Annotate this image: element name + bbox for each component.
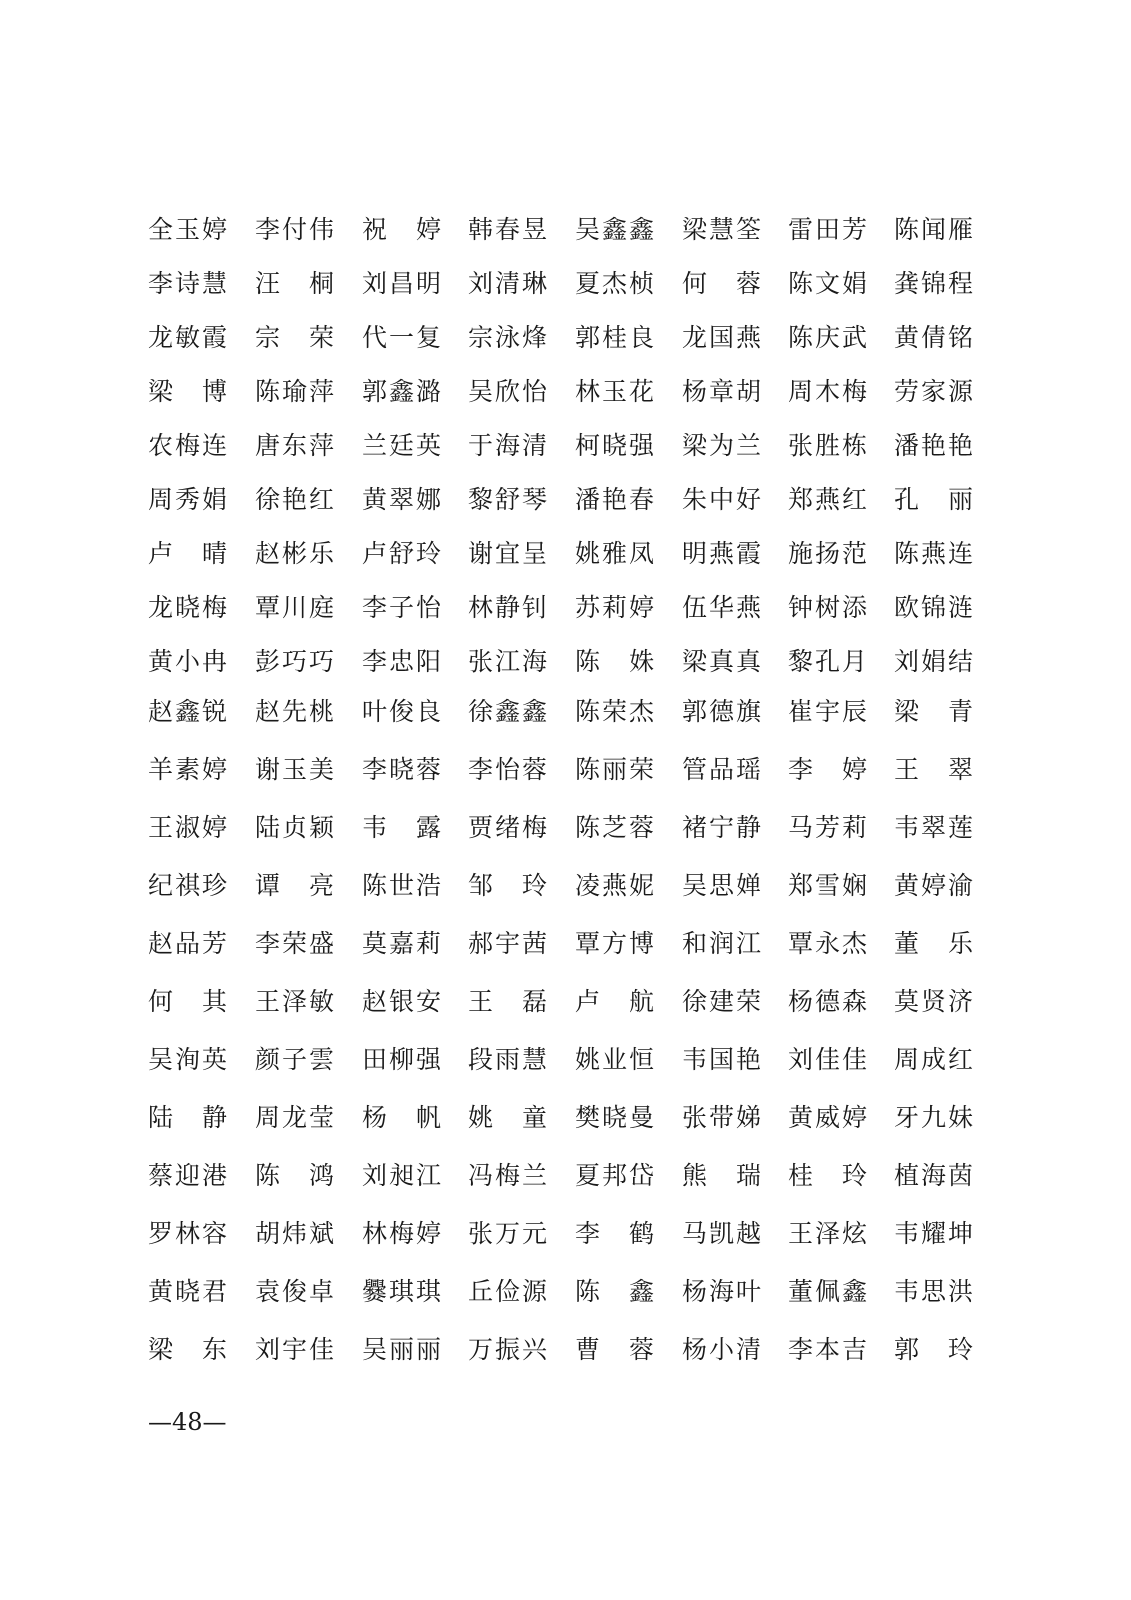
name-entry: 林梅婷: [362, 1219, 442, 1248]
name-row: [148, 750, 978, 790]
name-entry: 吴丽丽: [362, 1335, 442, 1364]
name-entry: 徐鑫鑫: [468, 697, 548, 726]
name-entry: 姚 童: [468, 1103, 548, 1132]
name-row: [148, 808, 978, 848]
name-entry: 杨小清: [682, 1335, 762, 1364]
name-entry: 牙九妹: [894, 1103, 974, 1132]
name-entry: 龚锦程: [894, 269, 974, 298]
name-entry: 郭 玲: [894, 1335, 974, 1364]
name-entry: 王淑婷: [148, 813, 228, 842]
name-entry: 万振兴: [468, 1335, 548, 1364]
name-row: [148, 534, 978, 574]
name-entry: 冯梅兰: [468, 1161, 548, 1190]
name-entry: 韦翠莲: [894, 813, 974, 842]
name-entry: 马芳莉: [788, 813, 868, 842]
name-entry: 梁 东: [148, 1335, 228, 1364]
name-entry: 桂 玲: [788, 1161, 868, 1190]
name-entry: 陈丽荣: [575, 755, 655, 784]
name-entry: 植海茵: [894, 1161, 974, 1190]
name-entry: 柯晓强: [575, 431, 655, 460]
name-entry: 徐艳红: [255, 485, 335, 514]
name-row: [148, 1098, 978, 1138]
name-entry: 梁为兰: [682, 431, 762, 460]
name-entry: 卢舒玲: [362, 539, 442, 568]
name-entry: 全玉婷: [148, 215, 228, 244]
name-entry: 纪祺珍: [148, 871, 228, 900]
name-row: [148, 924, 978, 964]
name-row: [148, 866, 978, 906]
name-entry: 杨海叶: [682, 1277, 762, 1306]
name-entry: 覃川庭: [255, 593, 335, 622]
name-entry: 韦思洪: [894, 1277, 974, 1306]
name-entry: 袁俊卓: [255, 1277, 335, 1306]
name-entry: 刘昌明: [362, 269, 442, 298]
name-entry: 刘娟结: [894, 647, 974, 676]
name-entry: 祝 婷: [362, 215, 442, 244]
name-entry: 爨琪琪: [362, 1277, 442, 1306]
name-entry: 宗 荣: [255, 323, 335, 352]
name-entry: 陈世浩: [362, 871, 442, 900]
name-entry: 李子怡: [362, 593, 442, 622]
name-entry: 周成红: [894, 1045, 974, 1074]
name-row: [148, 264, 978, 304]
name-entry: 陆 静: [148, 1103, 228, 1132]
name-entry: 张胜栋: [788, 431, 868, 460]
name-entry: 李怡蓉: [468, 755, 548, 784]
name-entry: 唐东萍: [255, 431, 335, 460]
name-entry: 黄晓君: [148, 1277, 228, 1306]
name-entry: 凌燕妮: [575, 871, 655, 900]
name-entry: 丘俭源: [468, 1277, 548, 1306]
name-entry: 刘佳佳: [788, 1045, 868, 1074]
name-entry: 姚雅凤: [575, 539, 655, 568]
name-entry: 苏莉婷: [575, 593, 655, 622]
name-entry: 羊素婷: [148, 755, 228, 784]
name-entry: 谢宜呈: [468, 539, 548, 568]
name-entry: 韦国艳: [682, 1045, 762, 1074]
name-entry: 崔宇辰: [788, 697, 868, 726]
name-entry: 黄翠娜: [362, 485, 442, 514]
name-entry: 陈 鑫: [575, 1277, 655, 1306]
name-entry: 陆贞颖: [255, 813, 335, 842]
name-entry: 宗泳烽: [468, 323, 548, 352]
name-entry: 农梅连: [148, 431, 228, 460]
name-entry: 赵银安: [362, 987, 442, 1016]
name-row: [148, 372, 978, 412]
name-entry: 伍华燕: [682, 593, 762, 622]
name-entry: 张万元: [468, 1219, 548, 1248]
name-row: [148, 318, 978, 358]
name-entry: 黄倩铭: [894, 323, 974, 352]
name-row: [148, 1330, 978, 1370]
name-entry: 罗林容: [148, 1219, 228, 1248]
name-entry: 何 其: [148, 987, 228, 1016]
name-entry: 梁真真: [682, 647, 762, 676]
name-entry: 夏邦岱: [575, 1161, 655, 1190]
name-entry: 赵品芳: [148, 929, 228, 958]
name-entry: 和润江: [682, 929, 762, 958]
name-row: [148, 1156, 978, 1196]
name-entry: 潘艳艳: [894, 431, 974, 460]
name-entry: 龙国燕: [682, 323, 762, 352]
name-entry: 周龙莹: [255, 1103, 335, 1132]
name-row: [148, 1040, 978, 1080]
name-entry: 管品瑶: [682, 755, 762, 784]
name-entry: 李忠阳: [362, 647, 442, 676]
name-entry: 梁慧筌: [682, 215, 762, 244]
name-entry: 蔡迎港: [148, 1161, 228, 1190]
name-entry: 汪 桐: [255, 269, 335, 298]
name-entry: 曹 蓉: [575, 1335, 655, 1364]
name-entry: 林静钊: [468, 593, 548, 622]
name-entry: 郭鑫潞: [362, 377, 442, 406]
name-entry: 陈 鸿: [255, 1161, 335, 1190]
name-entry: 张带娣: [682, 1103, 762, 1132]
name-entry: 徐建荣: [682, 987, 762, 1016]
name-entry: 董 乐: [894, 929, 974, 958]
name-entry: 黄威婷: [788, 1103, 868, 1132]
name-entry: 王泽敏: [255, 987, 335, 1016]
name-entry: 朱中好: [682, 485, 762, 514]
name-entry: 王泽炫: [788, 1219, 868, 1248]
name-entry: 郭桂良: [575, 323, 655, 352]
name-entry: 施扬范: [788, 539, 868, 568]
name-entry: 田柳强: [362, 1045, 442, 1074]
name-entry: 郝宇茜: [468, 929, 548, 958]
name-row: [148, 480, 978, 520]
name-entry: 何 蓉: [682, 269, 762, 298]
name-entry: 欧锦涟: [894, 593, 974, 622]
name-entry: 赵先桃: [255, 697, 335, 726]
name-row: [148, 1272, 978, 1312]
name-row: [148, 588, 978, 628]
name-entry: 陈瑜萍: [255, 377, 335, 406]
name-entry: 褚宁静: [682, 813, 762, 842]
name-entry: 代一复: [362, 323, 442, 352]
name-entry: 马凯越: [682, 1219, 762, 1248]
name-entry: 黎孔月: [788, 647, 868, 676]
name-entry: 劳家源: [894, 377, 974, 406]
name-entry: 郑燕红: [788, 485, 868, 514]
name-entry: 吴鑫鑫: [575, 215, 655, 244]
name-row: [148, 1214, 978, 1254]
name-entry: 卢 晴: [148, 539, 228, 568]
name-row: [148, 692, 978, 732]
name-row: [148, 426, 978, 466]
name-entry: 刘宇佳: [255, 1335, 335, 1364]
name-entry: 赵彬乐: [255, 539, 335, 568]
name-entry: 熊 瑞: [682, 1161, 762, 1190]
name-entry: 覃永杰: [788, 929, 868, 958]
name-entry: 李荣盛: [255, 929, 335, 958]
name-entry: 胡炜斌: [255, 1219, 335, 1248]
name-entry: 韩春昱: [468, 215, 548, 244]
name-entry: 明燕霞: [682, 539, 762, 568]
name-entry: 刘昶江: [362, 1161, 442, 1190]
page-number: —48—: [148, 1408, 227, 1436]
name-entry: 孔 丽: [894, 485, 974, 514]
name-entry: 陈庆武: [788, 323, 868, 352]
name-entry: 吴洵英: [148, 1045, 228, 1074]
name-entry: 李本吉: [788, 1335, 868, 1364]
name-entry: 陈荣杰: [575, 697, 655, 726]
name-entry: 陈闻雁: [894, 215, 974, 244]
name-entry: 陈燕连: [894, 539, 974, 568]
name-entry: 李晓蓉: [362, 755, 442, 784]
name-entry: 李 鹤: [575, 1219, 655, 1248]
name-entry: 李 婷: [788, 755, 868, 784]
name-entry: 龙晓梅: [148, 593, 228, 622]
name-entry: 杨 帆: [362, 1103, 442, 1132]
name-entry: 张江海: [468, 647, 548, 676]
name-entry: 韦耀坤: [894, 1219, 974, 1248]
name-entry: 叶俊良: [362, 697, 442, 726]
name-entry: 杨德森: [788, 987, 868, 1016]
name-entry: 邹 玲: [468, 871, 548, 900]
name-entry: 兰廷英: [362, 431, 442, 460]
name-entry: 郭德旗: [682, 697, 762, 726]
name-entry: 陈 姝: [575, 647, 655, 676]
name-entry: 雷田芳: [788, 215, 868, 244]
name-entry: 李诗慧: [148, 269, 228, 298]
name-entry: 梁 青: [894, 697, 974, 726]
name-entry: 陈芝蓉: [575, 813, 655, 842]
name-entry: 莫嘉莉: [362, 929, 442, 958]
name-entry: 吴欣怡: [468, 377, 548, 406]
name-entry: 陈文娟: [788, 269, 868, 298]
name-entry: 夏杰桢: [575, 269, 655, 298]
name-entry: 吴思婵: [682, 871, 762, 900]
name-entry: 谢玉美: [255, 755, 335, 784]
name-entry: 彭巧巧: [255, 647, 335, 676]
name-entry: 黎舒琴: [468, 485, 548, 514]
name-entry: 黄小冉: [148, 647, 228, 676]
name-entry: 姚业恒: [575, 1045, 655, 1074]
name-entry: 董佩鑫: [788, 1277, 868, 1306]
name-entry: 段雨慧: [468, 1045, 548, 1074]
name-entry: 梁 博: [148, 377, 228, 406]
name-entry: 于海清: [468, 431, 548, 460]
name-entry: 林玉花: [575, 377, 655, 406]
name-entry: 王 翠: [894, 755, 974, 784]
name-entry: 樊晓曼: [575, 1103, 655, 1132]
name-entry: 覃方博: [575, 929, 655, 958]
name-entry: 黄婷渝: [894, 871, 974, 900]
name-entry: 刘清琳: [468, 269, 548, 298]
name-entry: 卢 航: [575, 987, 655, 1016]
name-entry: 龙敏霞: [148, 323, 228, 352]
name-entry: 钟树添: [788, 593, 868, 622]
name-entry: 莫贤济: [894, 987, 974, 1016]
name-entry: 贾绪梅: [468, 813, 548, 842]
name-entry: 赵鑫锐: [148, 697, 228, 726]
name-entry: 李付伟: [255, 215, 335, 244]
name-row: [148, 982, 978, 1022]
name-entry: 周秀娟: [148, 485, 228, 514]
name-entry: 杨章胡: [682, 377, 762, 406]
name-row: [148, 642, 978, 682]
name-entry: 王 磊: [468, 987, 548, 1016]
name-entry: 郑雪娴: [788, 871, 868, 900]
name-entry: 颜子雲: [255, 1045, 335, 1074]
name-entry: 谭 亮: [255, 871, 335, 900]
name-entry: 韦 露: [362, 813, 442, 842]
name-row: [148, 210, 978, 250]
name-entry: 潘艳春: [575, 485, 655, 514]
name-entry: 周木梅: [788, 377, 868, 406]
